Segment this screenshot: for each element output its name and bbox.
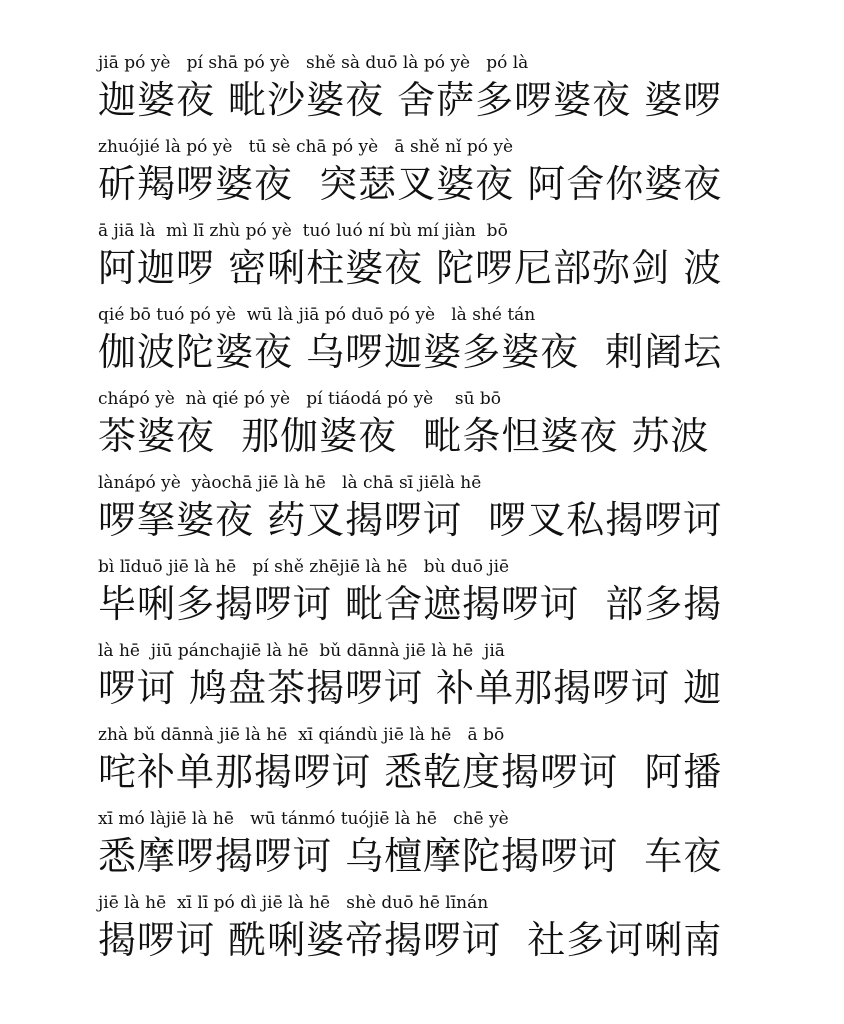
hanzi-line: 毕唎多揭啰诃 毗舍遮揭啰诃 部多揭	[98, 582, 723, 626]
pinyin-line: bì līduō jiē là hē pí shě zhējiē là hē bù duō jiē	[98, 557, 510, 577]
pinyin-line: zhuójié là pó yè tū sè chā pó yè ā shě nǐ pó yè	[98, 137, 514, 157]
text-line	[98, 388, 758, 472]
text-line	[98, 640, 758, 724]
text-line	[98, 556, 758, 640]
hanzi-line: 悉摩啰揭啰诃 乌檀摩陀揭啰诃 车夜	[98, 834, 723, 878]
hanzi-line: 啰诃 鸠盘茶揭啰诃 补单那揭啰诃 迦	[98, 666, 723, 710]
text-line	[98, 724, 758, 808]
pinyin-line: jiā pó yè pí shā pó yè shě sà duō là pó yè pó là	[98, 53, 529, 73]
hanzi-line: 伽波陀婆夜 乌啰迦婆多婆夜 剌阇坛	[98, 330, 723, 374]
hanzi-line: 揭啰诃 酰唎婆帝揭啰诃 社多诃唎南	[98, 918, 723, 962]
pinyin-line: jiē là hē xī lī pó dì jiē là hē shè duō hē līnán	[98, 893, 489, 913]
text-line	[98, 892, 758, 976]
pinyin-line: là hē jiū pánchajiē là hē bǔ dānnà jiē là hē jiā	[98, 641, 505, 661]
pinyin-line: ā jiā là mì lī zhù pó yè tuó luó ní bù mí jiàn bō	[98, 221, 508, 241]
hanzi-line: 阿迦啰 密唎柱婆夜 陀啰尼部弥剑 波	[98, 246, 723, 290]
text-line	[98, 304, 758, 388]
text-line	[98, 808, 758, 892]
hanzi-line: 斫羯啰婆夜 突瑟叉婆夜 阿舍你婆夜	[98, 162, 723, 206]
hanzi-line: 茶婆夜 那伽婆夜 毗条怛婆夜 苏波	[98, 414, 710, 458]
hanzi-line: 啰拏婆夜 药叉揭啰诃 啰叉私揭啰诃	[98, 498, 723, 542]
text-line	[98, 52, 758, 136]
text-line	[98, 220, 758, 304]
pinyin-line: chápó yè nà qié pó yè pí tiáodá pó yè sū bō	[98, 389, 502, 409]
pinyin-line: xī mó làjiē là hē wū tánmó tuójiē là hē chē yè	[98, 809, 509, 829]
pinyin-line: lànápó yè yàochā jiē là hē là chā sī jiēlà hē	[98, 473, 482, 493]
text-line	[98, 136, 758, 220]
pinyin-line: qié bō tuó pó yè wū là jiā pó duō pó yè là shé tán	[98, 305, 536, 325]
pinyin-line: zhà bǔ dānnà jiē là hē xī qiándù jiē là hē ā bō	[98, 725, 505, 745]
hanzi-line: 咤补单那揭啰诃 悉乾度揭啰诃 阿播	[98, 750, 723, 794]
hanzi-line: 迦婆夜 毗沙婆夜 舍萨多啰婆夜 婆啰	[98, 78, 723, 122]
text-line	[98, 472, 758, 556]
